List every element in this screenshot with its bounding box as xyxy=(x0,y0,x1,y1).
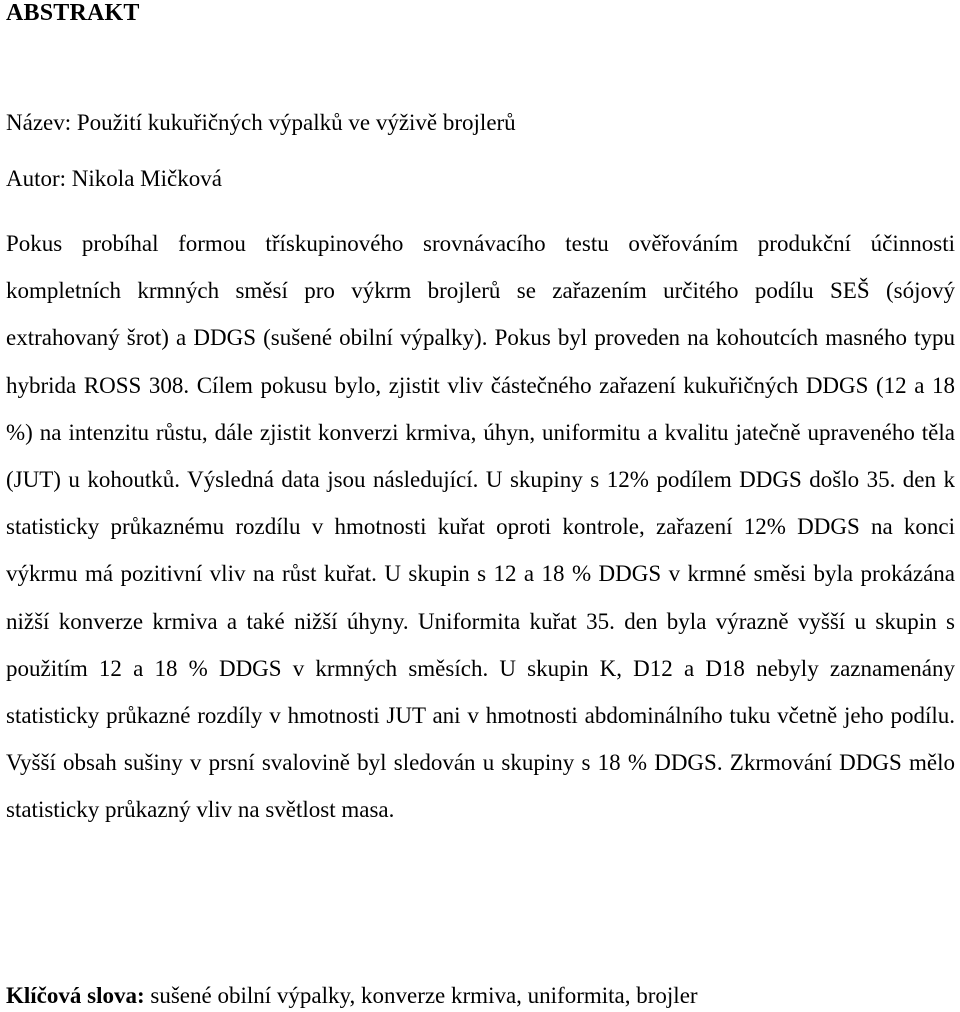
abstract-paragraph: Pokus probíhal formou třískupinového srovnávacího testu ověřováním produkční účinnosti kompletních krmných směsí pro výkrm brojlerů se zařazením určitého podílu SEŠ (sójový extrahovaný šrot) a DDGS (sušené obilní výpalky). Pokus byl proveden na kohoutcích masného typu hybrida ROSS 308. Cílem pokusu bylo, zjistit vliv částečného zařazení kukuřičných DDGS (12 a 18 %) na intenzitu růstu, dále zjistit konverzi krmiva, úhyn, uniformitu a kvalitu jatečně upraveného těla (JUT) u kohoutků. Výsledná data jsou následující. U skupiny s 12% podílem DDGS došlo 35. den k statisticky průkaznému rozdílu v hmotnosti kuřat oproti kontrole, zařazení 12% DDGS na konci výkrmu má pozitivní vliv na růst kuřat. U skupin s 12 a 18 % DDGS v krmné směsi byla prokázána nižší konverze krmiva a také nižší úhyny. Uniformita kuřat 35. den byla výrazně vyšší u skupin s použitím 12 a 18 % DDGS v krmných směsích. U skupin K, D12 a D18 nebyly zaznamenány statisticky průkazné rozdíly v hmotnosti JUT ani v hmotnosti abdominálního tuku včetně jeho podílu. Vyšší obsah sušiny v prsní svalovině byl sledován u skupiny s 18 % DDGS. Zkrmování DDGS mělo statisticky průkazný vliv na světlost masa. xyxy=(6,231,955,823)
keywords-line xyxy=(6,983,698,1009)
keywords-label: Klíčová slova: xyxy=(6,983,145,1008)
keywords-value: sušené obilní výpalky, konverze krmiva, uniformita, brojler xyxy=(144,983,698,1008)
title-line: Název: Použití kukuřičných výpalků ve výživě brojlerů xyxy=(6,110,516,135)
author-line: Autor: Nikola Mičková xyxy=(6,166,222,191)
abstract-heading: ABSTRAKT xyxy=(6,0,140,26)
